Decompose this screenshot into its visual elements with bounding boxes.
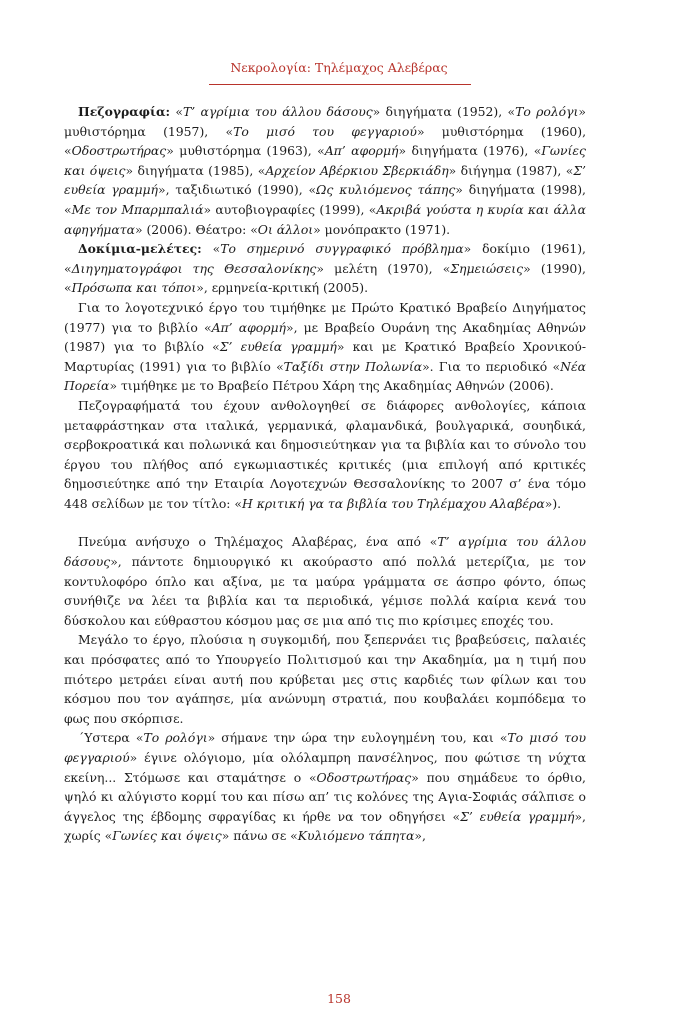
text-run: », με Βραβείο Ουράνη της Ακαδημίας Αθηνών (1987) για το βιβλίο «	[64, 319, 587, 355]
work-title: Αρχείον Αβέρκιου Σβερκιάδη	[265, 162, 449, 178]
page-number: 158	[327, 991, 351, 1006]
text-run: «	[170, 104, 183, 119]
work-title: Πρόσωπα και τόποι	[71, 280, 197, 296]
text-run: » μελέτη (1970), «	[316, 260, 451, 276]
text-run: » διήγημα (1987), «	[448, 162, 574, 178]
text-run: », χωρίς «	[64, 808, 586, 844]
running-head: Νεκρολογία: Τηλέμαχος Αλεβέρας	[230, 60, 448, 75]
work-title: Με τον Μπαρμπαλιά	[71, 201, 204, 217]
work-title: Το ρολόγι	[515, 104, 579, 119]
text-run: ΄Υστερα «	[78, 730, 144, 746]
work-title: Ακριβά γούστα η κυρία και άλλα αφηγήματα	[64, 201, 587, 237]
text-run: Για το λογοτεχνικό έργο του τιμήθηκε με Πρώτο Κρατικό Βραβείο Διηγήματος (1977) για το βιβλίο «	[64, 299, 586, 335]
work-title: Νέα Πορεία	[64, 358, 586, 394]
work-title: Σημειώσεις	[450, 260, 524, 276]
text-run: » μονόπρακτο (1971).	[313, 221, 451, 237]
work-title: Γωνίες και όψεις	[64, 143, 586, 178]
text-run: » μυθιστόρημα (1957), «	[64, 104, 586, 139]
section-term: Πεζογραφία:	[78, 104, 171, 119]
work-title: Σ’ ευθεία γραμμή	[64, 162, 586, 198]
text-run: » διηγήματα (1952), «	[372, 104, 516, 119]
text-run: » και με Κρατικό Βραβείο Χρονικού-Μαρτυρίας (1991) για το βιβλίο «	[64, 339, 587, 374]
text-run: », πάντοτε δημιουργικό κι ακούραστο από πολλά μετερίζια, με τον κοντυλοφόρο όπλο και αξίνα, με τα μαύρα γράμματα σε άσπρο φόντο, όπως συνήθιζε να λέει τα βιβλία και τα περιοδικά, γέμισε πολλά καίρια κενά του δύσκολου και εύθραστου κόσμου μας σε μια από τις πιο κρίσιμες εποχές του.	[64, 554, 586, 628]
work-title: Οδοστρωτήρας	[71, 143, 167, 159]
work-title: Το ρολόγι	[143, 730, 208, 746]
text-run: Πνεύμα ανήσυχο ο Τηλέμαχος Αλαβέρας, ένα από «	[78, 534, 438, 550]
paragraph-great-work	[64, 630, 586, 728]
work-title: Απ’ αφορμή	[324, 143, 399, 159]
text-run: » πάνω σε «	[221, 828, 298, 844]
text-run: »).	[544, 495, 562, 511]
work-title: Οδοστρωτήρας	[316, 769, 412, 785]
section-term: Δοκίμια-μελέτες:	[78, 241, 202, 257]
text-run: » μυθιστόρημα (1960), «	[64, 123, 587, 159]
paragraph-essays	[64, 239, 586, 298]
work-title: Η κριτική γα τα βιβλία του Τηλέμαχου Αλαβέρα	[241, 495, 545, 511]
paragraph-awards	[64, 298, 586, 396]
paragraph-the-clock	[64, 728, 586, 846]
work-title: Το μισό του φεγγαριού	[64, 730, 586, 765]
text-run: » έγινε ολόγιομο, μία ολόλαμπρη πανσέληνος, που φώτισε τη νύχτα εκείνη... Στόμωσε και σταμάτησε ο «	[64, 750, 586, 785]
text-run: » τιμήθηκε με το Βραβείο Πέτρου Χάρη της Ακαδημίας Αθηνών (2006).	[109, 378, 554, 394]
paragraph-anthologies	[64, 396, 586, 514]
text-run: » αυτοβιογραφίες (1999), «	[203, 201, 377, 217]
paragraph-restless-spirit	[64, 532, 586, 630]
work-title: Οι άλλοι	[257, 221, 314, 237]
work-title: Τ’ αγρίμια του άλλου δάσους	[64, 534, 587, 570]
text-run: » που σημάδευε το όρθιο, ψηλό κι αλύγιστο κορμί του και πίσω απ’ τις κολόνες της Αγια-Σοφιάς σάλπισε ο άγγελος της έβδομης σφραγίδας κι ήρθε να τον οδηγήσει «	[64, 769, 586, 824]
work-title: Ως κυλιόμενος τάπης	[316, 182, 456, 198]
running-head-rule	[209, 84, 471, 85]
work-title: Κυλιόμενο τάπητα	[297, 828, 415, 844]
work-title: Ταξίδι στην Πολωνία	[283, 358, 423, 374]
text-run: » (1990), «	[64, 260, 586, 296]
work-title: Διηγηματογράφοι της Θεσσαλονίκης	[71, 260, 317, 276]
work-title: Το μισό του φεγγαριού	[233, 123, 417, 139]
text-run: Πεζογραφήματά του έχουν ανθολογηθεί σε διάφορες ανθολογίες, κάποια μεταφράστηκαν στα ιταλικά, γερμανικά, φλαμανδικά, βουλγαρικά, σουηδικά, σερβοκροατικά και πολωνικά και δημοσιεύτηκαν για τα βιβλία και το σύνολο του έργου του πλήθος από εγκωμιαστικές κριτικές (μια επιλογή από κριτικές δημοσιεύτηκε από την Εταιρία Λογοτεχνών Θεσσαλονίκης το 2007 σ’ ένα τόμο 448 σελίδων με τον τίτλο: «	[64, 397, 586, 511]
work-title: Το σημερινό συγγραφικό πρόβλημα	[220, 241, 464, 257]
work-title: Σ’ ευθεία γραμμή	[460, 808, 575, 824]
text-run: », ερμηνεία-κριτική (2005).	[196, 280, 369, 296]
text-run: ». Για το περιοδικό «	[422, 358, 561, 374]
text-run: » δοκίμιο (1961), «	[64, 241, 586, 276]
work-title: Τ’ αγρίμια του άλλου δάσους	[182, 104, 373, 119]
text-run: » διηγήματα (1985), «	[125, 162, 266, 178]
text-run: » (2006). Θέατρο: «	[134, 221, 258, 237]
text-run: » μυθιστόρημα (1963), «	[166, 143, 325, 159]
text-run: Μεγάλο το έργο, πλούσια η συγκομιδή, που ξεπερνάει τις βραβεύσεις, παλαιές και πρόσφατες από το Υπουργείο Πολιτισμού και την Ακαδημία, μα η τιμή που πιότερο μετράει είναι αυτή που κρύβεται μες στις καρδιές των φίλων και του κόσμου που τον αγάπησε, μία ανώνυμη στρατιά, που κουβαλάει κομπόδεμα το φως που σκόρπισε.	[64, 632, 586, 726]
paragraph-prose-works	[64, 102, 586, 239]
text-run: » σήμανε την ώρα την ευλογημένη του, και «	[207, 730, 508, 746]
work-title: Γωνίες και όψεις	[112, 828, 222, 844]
text-run: » διηγήματα (1998), «	[64, 182, 586, 217]
text-run: » διηγήματα (1976), «	[398, 143, 542, 159]
text-run: «	[201, 241, 221, 257]
text-run: », ταξιδιωτικό (1990), «	[157, 182, 317, 198]
work-title: Σ’ ευθεία γραμμή	[219, 339, 337, 355]
text-run: »,	[414, 828, 426, 844]
work-title: Απ’ αφορμή	[211, 319, 286, 335]
body-text	[64, 102, 586, 846]
